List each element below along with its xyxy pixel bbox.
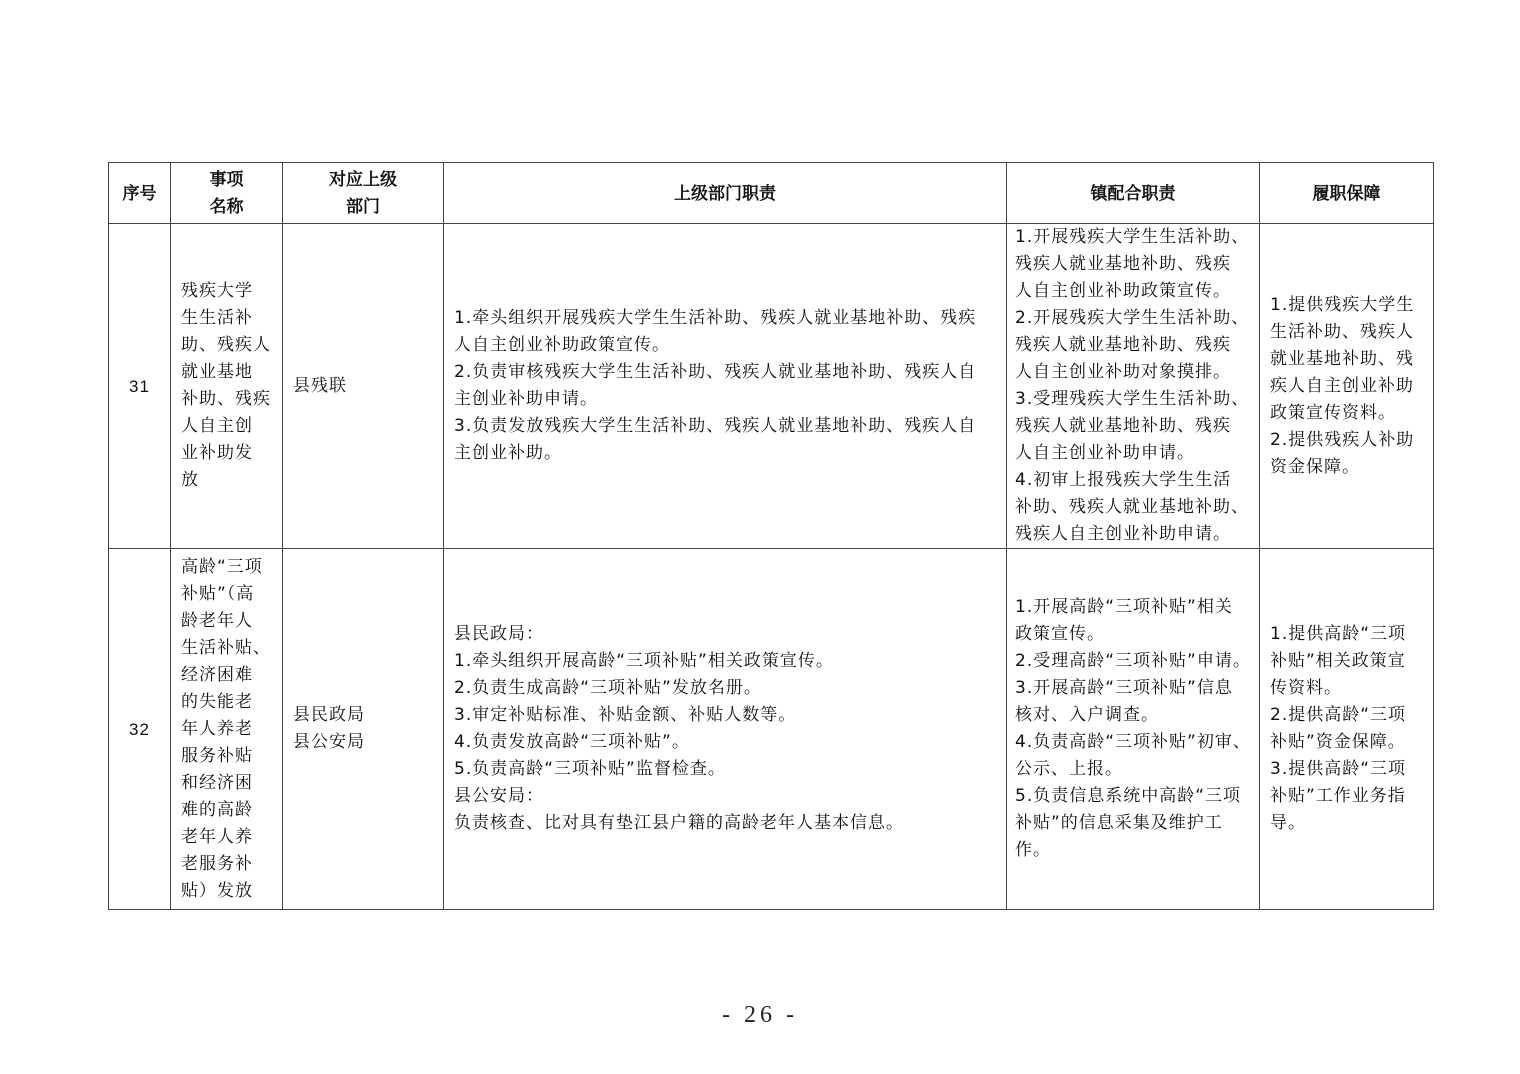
- upper-duty-line: 负责核查、比对具有垫江县户籍的高龄老年人基本信息。: [454, 813, 904, 833]
- upper-duty-line: 3.审定补贴标准、补贴金额、补贴人数等。: [454, 705, 797, 725]
- town-duty-line: 残疾人就业基地补助、残疾: [1015, 254, 1231, 274]
- town-duty-line: 4.初审上报残疾大学生生活: [1015, 470, 1232, 490]
- upper-duty-line: 主创业补助申请。: [454, 389, 598, 409]
- item-name-line: 的失能老: [181, 691, 253, 712]
- item-name-line: 难的高龄: [181, 799, 253, 820]
- guarantee-line: 1.提供高龄“三项: [1270, 624, 1407, 644]
- header-row: [109, 163, 1434, 224]
- upper-duty-line: 主创业补助。: [454, 443, 562, 463]
- item-name-line: 高龄“三项: [181, 556, 263, 577]
- guarantee-line: 资金保障。: [1270, 456, 1360, 477]
- town-duty-line: 作。: [1015, 840, 1051, 860]
- item-name-line: 经济困难: [181, 664, 253, 685]
- upper-duty-line: 4.负责发放高龄“三项补贴”。: [454, 732, 690, 752]
- item-name-line: 助、残疾人: [181, 335, 271, 355]
- item-name-line: 和经济困: [181, 772, 253, 793]
- item-name-line: 年人养老: [181, 718, 253, 739]
- dept-line: 县残联: [293, 375, 347, 396]
- header-item-name: 事项 名称: [171, 163, 283, 224]
- item-name-cell: [171, 224, 283, 549]
- guarantee-line: 导。: [1270, 813, 1306, 833]
- town-duty-line: 政策宣传。: [1015, 624, 1105, 644]
- item-name-line: 老服务补: [181, 853, 253, 874]
- duty-table: [108, 162, 1434, 910]
- town-duty-line: 人自主创业补助对象摸排。: [1015, 362, 1231, 382]
- item-name-line: 放: [181, 470, 199, 490]
- guarantee-line: 补贴”资金保障。: [1270, 732, 1406, 752]
- town-duty-line: 3.受理残疾大学生生活补助、: [1015, 389, 1250, 409]
- item-name-line: 老年人养: [181, 826, 253, 847]
- upper-duty-cell: [444, 224, 1007, 549]
- upper-duty-line: 2.负责生成高龄“三项补贴”发放名册。: [454, 678, 762, 698]
- guarantee-line: 1.提供残疾大学生: [1270, 294, 1415, 315]
- table-row: [109, 224, 1434, 549]
- item-name-line: 业补助发: [181, 443, 253, 463]
- item-name-line: 服务补贴: [181, 745, 253, 766]
- upper-dept-cell: [283, 224, 444, 549]
- guarantee-line: 传资料。: [1270, 678, 1342, 698]
- town-duty-line: 公示、上报。: [1015, 759, 1123, 779]
- item-name-line: 补助、残疾: [181, 389, 271, 409]
- upper-duty-line: 县公安局：: [454, 786, 544, 806]
- header-upper-dept: 对应上级 部门: [283, 163, 444, 224]
- upper-duty-cell: [444, 549, 1007, 910]
- town-duty-cell: [1007, 224, 1260, 549]
- town-duty-line: 核对、入户调查。: [1015, 705, 1159, 725]
- town-duty-cell: [1007, 549, 1260, 910]
- header-guarantee: 履职保障: [1260, 163, 1434, 224]
- row-number: 32: [109, 549, 171, 910]
- town-duty-line: 残疾人就业基地补助、残疾: [1015, 416, 1231, 436]
- upper-duty-line: 1.牵头组织开展高龄“三项补贴”相关政策宣传。: [454, 651, 834, 671]
- upper-duty-line: 人自主创业补助政策宣传。: [454, 335, 670, 355]
- guarantee-line: 2.提供残疾人补助: [1270, 429, 1415, 450]
- upper-dept-cell: [283, 549, 444, 910]
- upper-duty-line: 1.牵头组织开展残疾大学生生活补助、残疾人就业基地补助、残疾: [454, 308, 977, 328]
- header-upper-duty: 上级部门职责: [444, 163, 1007, 224]
- guarantee-cell: [1260, 549, 1434, 910]
- guarantee-line: 3.提供高龄“三项: [1270, 759, 1407, 779]
- upper-duty-line: 3.负责发放残疾大学生生活补助、残疾人就业基地补助、残疾人自: [454, 416, 977, 436]
- item-name-line: 补贴”（高: [181, 583, 255, 604]
- item-name-line: 生生活补: [181, 308, 253, 328]
- guarantee-line: 疾人自主创业补助: [1270, 375, 1414, 396]
- town-duty-line: 1.开展残疾大学生生活补助、: [1015, 227, 1250, 247]
- item-name-line: 残疾大学: [181, 281, 253, 301]
- town-duty-line: 2.受理高龄“三项补贴”申请。: [1015, 651, 1251, 671]
- town-duty-line: 残疾人就业基地补助、残疾: [1015, 335, 1231, 355]
- guarantee-line: 2.提供高龄“三项: [1270, 705, 1407, 725]
- dept-line: 县民政局: [293, 705, 365, 725]
- town-duty-line: 人自主创业补助申请。: [1015, 443, 1195, 463]
- town-duty-line: 补贴”的信息采集及维护工: [1015, 813, 1223, 833]
- guarantee-line: 就业基地补助、残: [1270, 348, 1414, 369]
- town-duty-line: 5.负责信息系统中高龄“三项: [1015, 786, 1242, 806]
- guarantee-cell: [1260, 224, 1434, 549]
- upper-duty-line: 县民政局：: [454, 624, 544, 644]
- page-number: - 26 -: [722, 1002, 798, 1028]
- header-no: 序号: [109, 163, 171, 224]
- header-town-duty: 镇配合职责: [1007, 163, 1260, 224]
- item-name-line: 龄老年人: [181, 610, 253, 631]
- upper-duty-line: 5.负责高龄“三项补贴”监督检查。: [454, 759, 726, 779]
- town-duty-line: 3.开展高龄“三项补贴”信息: [1015, 678, 1233, 698]
- town-duty-line: 人自主创业补助政策宣传。: [1015, 281, 1231, 301]
- town-duty-line: 2.开展残疾大学生生活补助、: [1015, 308, 1250, 328]
- town-duty-line: 4.负责高龄“三项补贴”初审、: [1015, 732, 1251, 752]
- guarantee-line: 政策宣传资料。: [1270, 402, 1396, 423]
- guarantee-line: 生活补助、残疾人: [1270, 321, 1414, 342]
- guarantee-line: 补贴”相关政策宣: [1270, 651, 1406, 671]
- item-name-line: 就业基地: [181, 362, 253, 382]
- town-duty-line: 补助、残疾人就业基地补助、: [1015, 497, 1249, 517]
- row-number: 31: [109, 224, 171, 549]
- item-name-line: 贴）发放: [181, 880, 253, 901]
- table-row: [109, 549, 1434, 910]
- item-name-cell: [171, 549, 283, 910]
- town-duty-line: 残疾人自主创业补助申请。: [1015, 524, 1231, 544]
- town-duty-line: 1.开展高龄“三项补贴”相关: [1015, 597, 1233, 617]
- item-name-line: 生活补贴、: [181, 637, 271, 658]
- item-name-line: 人自主创: [181, 416, 253, 436]
- upper-duty-line: 2.负责审核残疾大学生生活补助、残疾人就业基地补助、残疾人自: [454, 362, 977, 382]
- guarantee-line: 补贴”工作业务指: [1270, 786, 1406, 806]
- dept-line: 县公安局: [293, 732, 365, 752]
